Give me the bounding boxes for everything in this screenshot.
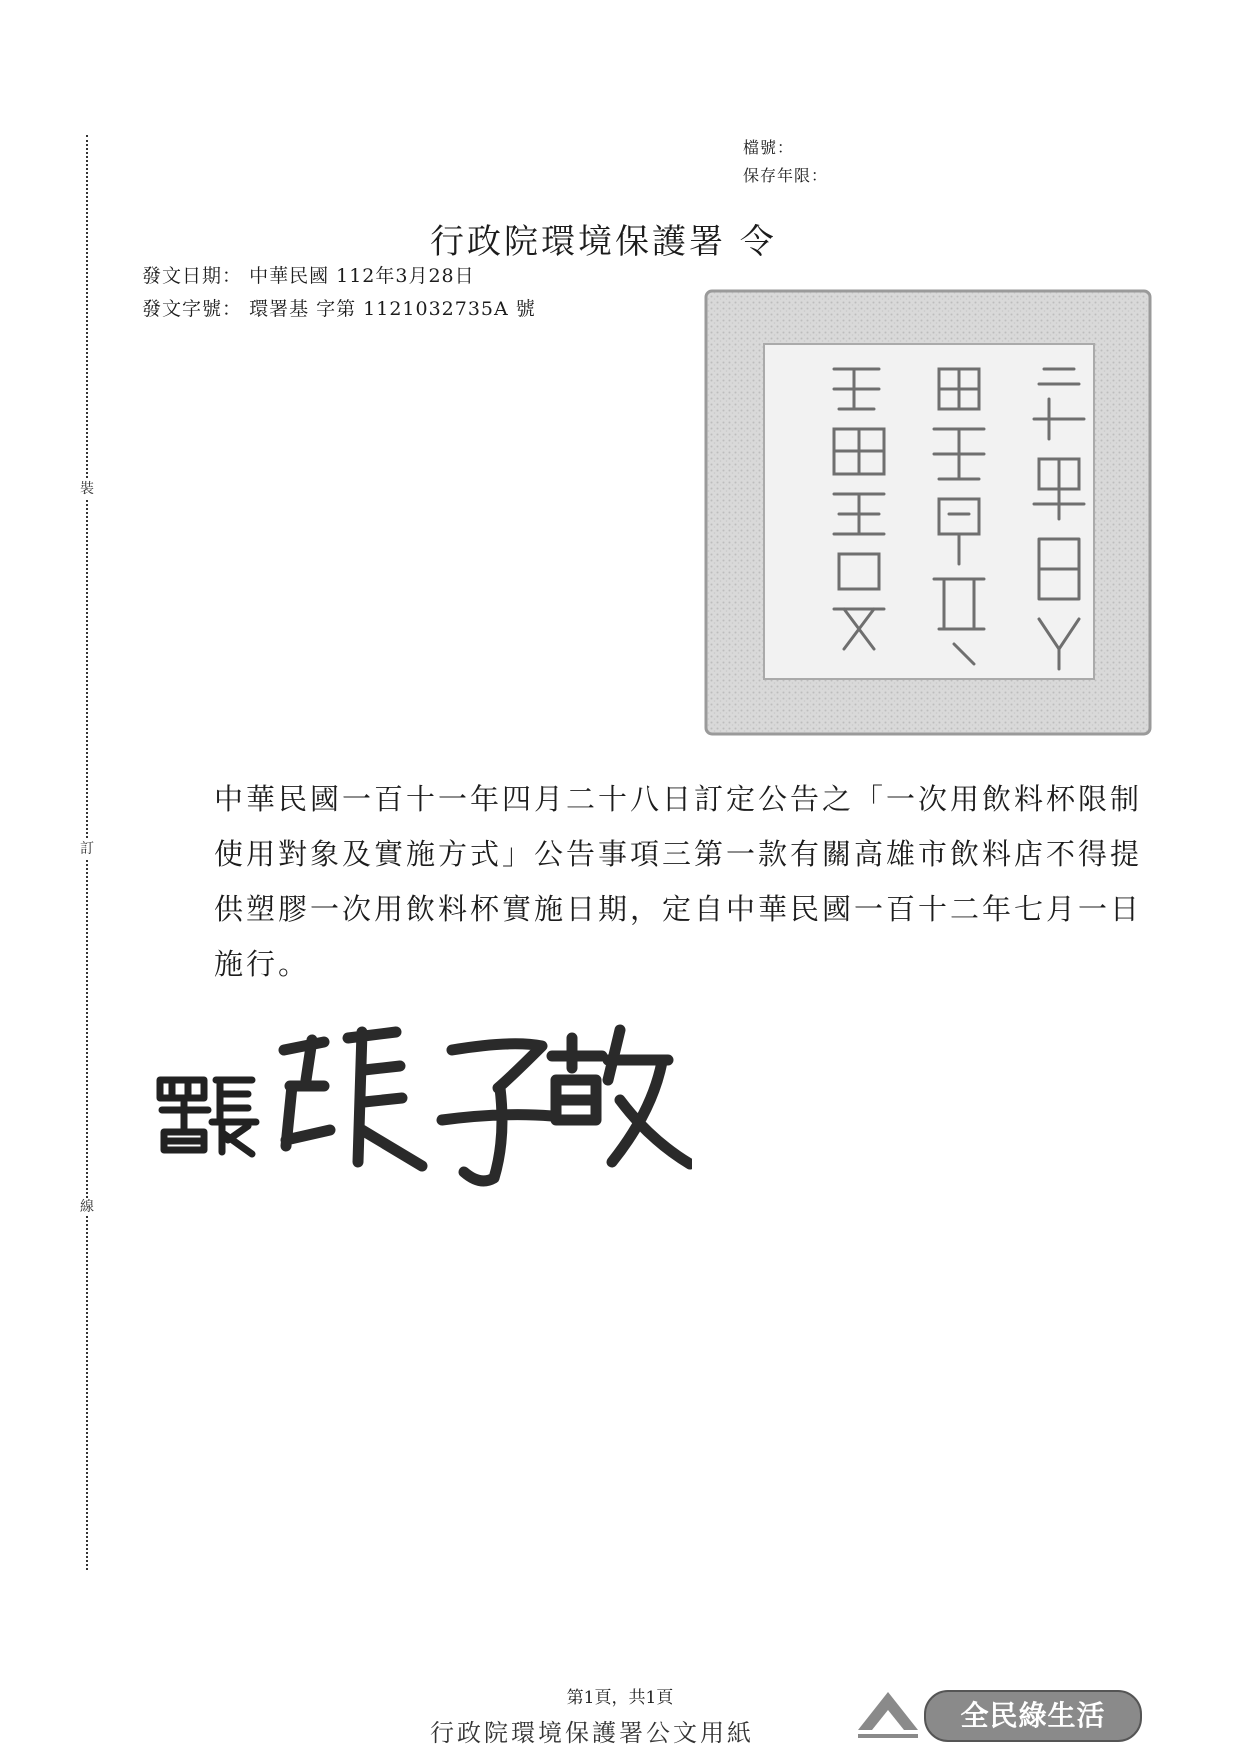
issue-info — [142, 260, 536, 326]
issue-no-row — [142, 293, 536, 326]
logo-text: 全民綠生活 — [924, 1690, 1142, 1742]
retention-label: 保存年限： — [743, 166, 829, 185]
file-no-label: 檔號： — [743, 138, 795, 157]
issue-date-label: 發文日期： — [142, 265, 243, 287]
issue-no-value: 環署基 字第 1121032735A 號 — [249, 298, 536, 320]
binding-mark-xian: 線 — [80, 1199, 94, 1215]
issue-date-row — [142, 260, 536, 293]
mountain-logo-icon — [854, 1682, 924, 1742]
binding-mark-ding: 訂 — [80, 841, 94, 857]
green-life-logo — [854, 1682, 1144, 1742]
file-meta — [743, 134, 828, 190]
issue-date-value: 中華民國 112年3月28日 — [249, 265, 475, 287]
document-title: 行政院環境保護署 令 — [430, 222, 777, 262]
paper-label: 行政院環境保護署公文用紙 — [430, 1719, 754, 1747]
official-seal-stamp — [704, 289, 1152, 736]
issue-no-label: 發文字號： — [142, 298, 243, 320]
binding-mark-zhuang: 裝 — [80, 481, 94, 497]
page-number: 第1頁，共1頁 — [566, 1688, 674, 1708]
body-paragraph: 中華民國一百十一年四月二十八日訂定公告之「一次用飲料杯限制使用對象及實施方式」公告事項三第一款有關高雄市飲料店不得提供塑膠一次用飲料杯實施日期，定自中華民國一百十二年七月一日施行。 — [214, 782, 1143, 981]
signature-block — [152, 1010, 692, 1200]
